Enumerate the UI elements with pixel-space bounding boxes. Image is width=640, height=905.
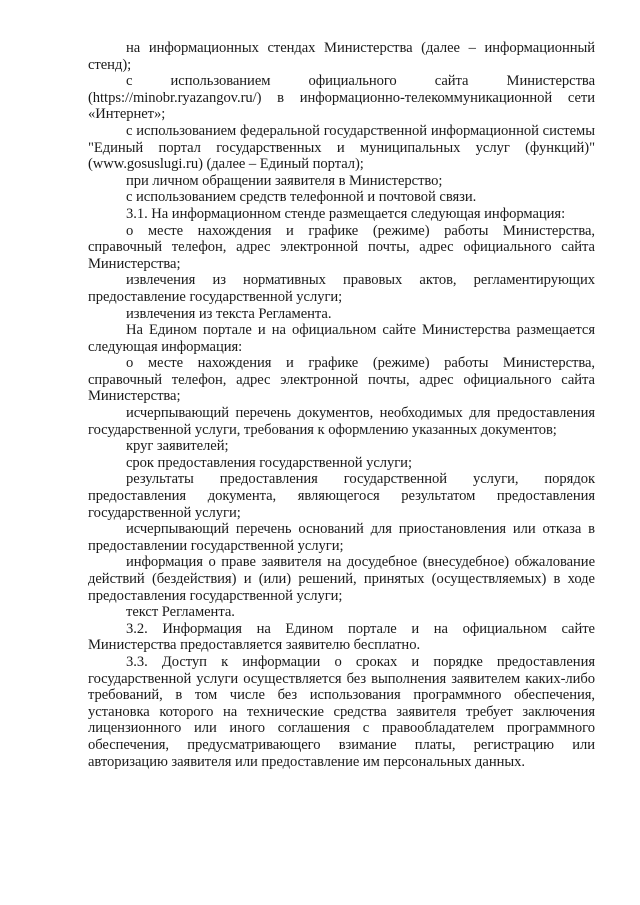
paragraph-location-schedule: о месте нахождения и графике (режиме) работы Министерства, справочный телефон, адрес электронной почты, адрес официального сайта Министерства; — [88, 222, 595, 272]
document-page — [88, 40, 595, 770]
paragraph-section-3-3: 3.3. Доступ к информации о сроках и порядке предоставления государственной услуги осуществляется без выполнения заявителем каких-либо требований, в том числе без использования программного обеспечения, установка которого на технические средства заявителя требует заключения лицензионного или иного соглашения с правообладателем программного обеспечения, предусматривающего взимание платы, регистрацию или авторизацию заявителя или предоставление им персональных данных. — [88, 653, 595, 770]
paragraph-regulation-text: текст Регламента. — [126, 604, 235, 621]
paragraph-location-schedule-portal: о месте нахождения и графике (режиме) работы Министерства, справочный телефон, адрес электронной почты, адрес официального сайта Министерства; — [88, 355, 595, 405]
paragraph-personal-visit: при личном обращении заявителя в Министерство; — [126, 172, 443, 189]
paragraph-suspension-grounds: исчерпывающий перечень оснований для приостановления или отказа в предоставлении государственной услуги; — [88, 521, 595, 554]
paragraph-section-3-2: 3.2. Информация на Едином портале и на официальном сайте Министерства предоставляется заявителю бесплатно. — [88, 620, 595, 654]
paragraph-info-stands: на информационных стендах Министерства (далее – информационный стенд); — [88, 40, 595, 73]
paragraph-service-results: результаты предоставления государственной услуги, порядок предоставления документа, являющегося результатом предоставления государственной услуги; — [88, 471, 595, 521]
paragraph-applicants: круг заявителей; — [126, 438, 229, 455]
paragraph-section-3-1: 3.1. На информационном стенде размещается следующая информация: — [126, 205, 566, 222]
paragraph-service-term: срок предоставления государственной услуги; — [126, 454, 412, 471]
paragraph-phone-mail: с использованием средств телефонной и почтовой связи. — [126, 189, 477, 206]
paragraph-unified-portal: с использованием федеральной государственной информационной системы "Единый портал государственных и муниципальных услуг (функций)" (www.gosuslugi.ru) (далее – Единый портал); — [88, 122, 595, 173]
paragraph-legal-extracts: извлечения из нормативных правовых актов, регламентирующих предоставление государственной услуги; — [88, 272, 595, 305]
paragraph-portal-site-info: На Едином портале и на официальном сайте Министерства размещается следующая информация: — [88, 322, 595, 355]
paragraph-official-site: с использованием официального сайта Министерства (https://minobr.ryazangov.ru/) в информационно-телекоммуникационной сети «Интернет»; — [88, 73, 595, 123]
paragraph-documents-list: исчерпывающий перечень документов, необходимых для предоставления государственной услуги, требования к оформлению указанных документов; — [88, 405, 595, 438]
paragraph-regulation-extracts: извлечения из текста Регламента. — [126, 305, 332, 322]
paragraph-appeal-rights: информация о праве заявителя на досудебное (внесудебное) обжалование действий (бездействия) и (или) решений, принятых (осуществляемых) в ходе предоставления государственной услуги; — [88, 554, 595, 604]
